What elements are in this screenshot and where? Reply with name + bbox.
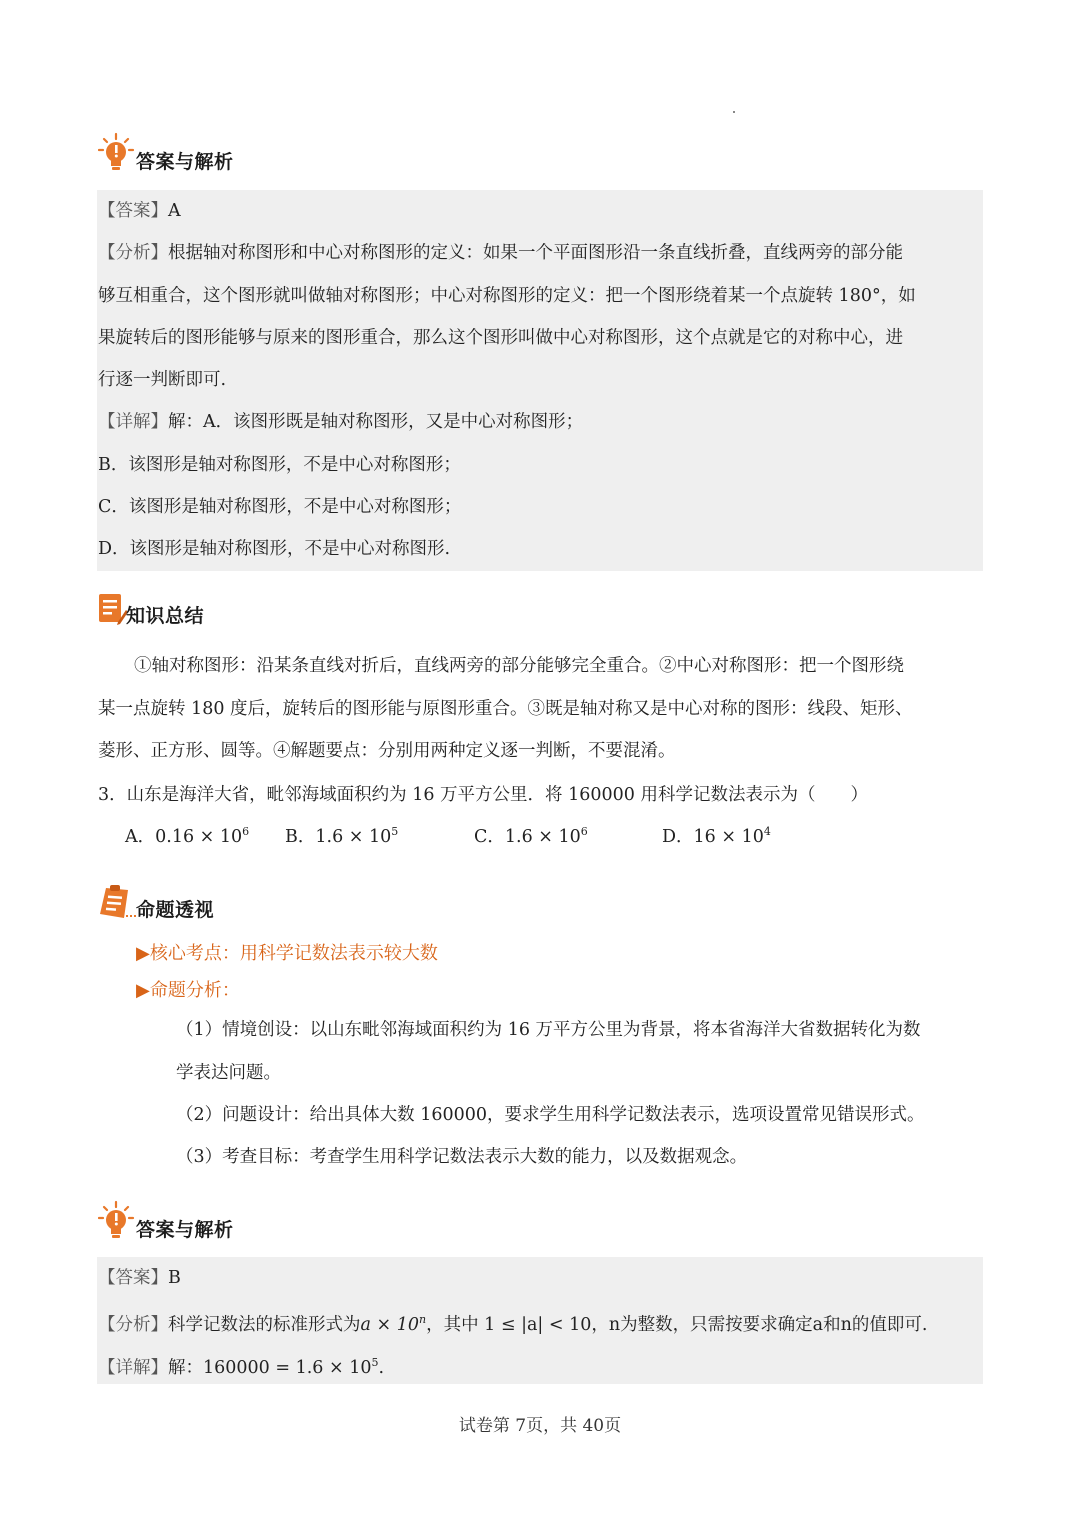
answer-heading-1-text: 答案与解析 (136, 151, 234, 173)
answer-box-q3 (97, 1257, 983, 1384)
answer-heading-2-text: 答案与解析 (136, 1219, 234, 1241)
q3-option-d[interactable]: D．$16 \times 10^4$ (662, 825, 771, 847)
answer-heading-1 (98, 132, 234, 176)
q2-detail-d: D．该图形是轴对称图形，不是中心对称图形. (98, 539, 451, 560)
proposition-item-1-line-1: （1）情境创设：以山东毗邻海域面积约为 16 万平方公里为背景，将本省海洋大省数据转化为数 (176, 1020, 921, 1040)
q3-option-a[interactable]: A．$0.16 \times 10^6$ (125, 825, 250, 847)
q2-detail-b: B．该图形是轴对称图形，不是中心对称图形； (98, 454, 461, 475)
core-topic-label: ▶核心考点：用科学记数法表示较大数 (136, 943, 438, 964)
clipboard-icon (98, 880, 138, 924)
q2-answer-line: 【答案】A (98, 201, 181, 221)
proposition-heading-text: 命题透视 (136, 899, 215, 921)
proposition-item-3: （3）考查目标：考查学生用科学记数法表示大数的能力，以及数据观念。 (176, 1147, 748, 1167)
proposition-item-1-line-2: 学表达问题。 (176, 1063, 281, 1083)
notepad-pencil-icon (98, 586, 128, 630)
q3-option-c[interactable]: C．$1.6 \times 10^6$ (474, 825, 588, 847)
q3-stem: 3．山东是海洋大省，毗邻海域面积约为 16 万平方公里．将 160000 用科学记数法表示为（ ） (98, 785, 868, 805)
lightbulb-icon (98, 1200, 138, 1244)
q2-detail-c: C．该图形是轴对称图形，不是中心对称图形； (98, 497, 462, 518)
knowledge-heading (98, 586, 204, 630)
q2-analysis-line-2: 够互相重合，这个图形就叫做轴对称图形；中心对称图形的定义：把一个图形绕着某一个点旋转 180°，如 (98, 285, 916, 306)
q2-analysis-line-4: 行逐一判断即可. (98, 370, 227, 391)
knowledge-heading-text: 知识总结 (126, 605, 205, 627)
knowledge-line-1: ①轴对称图形：沿某条直线对折后，直线两旁的部分能够完全重合。②中心对称图形：把一个图形绕 (134, 656, 904, 676)
proposition-analysis-label: ▶命题分析： (136, 980, 240, 1001)
q2-detail-a: 【详解】解：A．该图形既是轴对称图形，又是中心对称图形； (98, 412, 584, 433)
answer-heading-2 (98, 1200, 234, 1244)
proposition-item-2: （2）问题设计：给出具体大数 160000，要求学生用科学记数法表示，选项设置常见错误形式。 (176, 1105, 925, 1125)
lightbulb-icon (98, 132, 138, 176)
knowledge-line-3: 菱形、正方形、圆等。④解题要点：分别用两种定义逐一判断，不要混淆。 (98, 741, 676, 761)
q2-analysis-line-1: 【分析】根据轴对称图形和中心对称图形的定义：如果一个平面图形沿一条直线折叠，直线两旁的部分能 (98, 243, 903, 264)
q2-analysis-line-3: 果旋转后的图形能够与原来的图形重合，那么这个图形叫做中心对称图形，这个点就是它的对称中心，进 (98, 327, 903, 348)
q3-option-b[interactable]: B．$1.6 \times 10^5$ (285, 825, 399, 847)
answer-box-q2 (97, 190, 983, 571)
knowledge-line-2: 某一点旋转 180 度后，旋转后的图形能与原图形重合。③既是轴对称又是中心对称的图形：线段、矩形、 (98, 699, 913, 719)
page-footer: 试卷第 7页，共 40页 (458, 1416, 622, 1436)
q3-detail-line: 【详解】解：$160000 = 1.6 \times 10^5$. (98, 1355, 385, 1378)
q3-answer-line: 【答案】B (98, 1268, 181, 1288)
proposition-heading (98, 880, 214, 924)
q3-analysis-line: 【分析】科学记数法的标准形式为$a \times 10^n$，其中 1 ≤ |a| < 10，n为整数，只需按要求确定a和n的值即可. (98, 1313, 928, 1336)
stray-dot (733, 111, 735, 113)
